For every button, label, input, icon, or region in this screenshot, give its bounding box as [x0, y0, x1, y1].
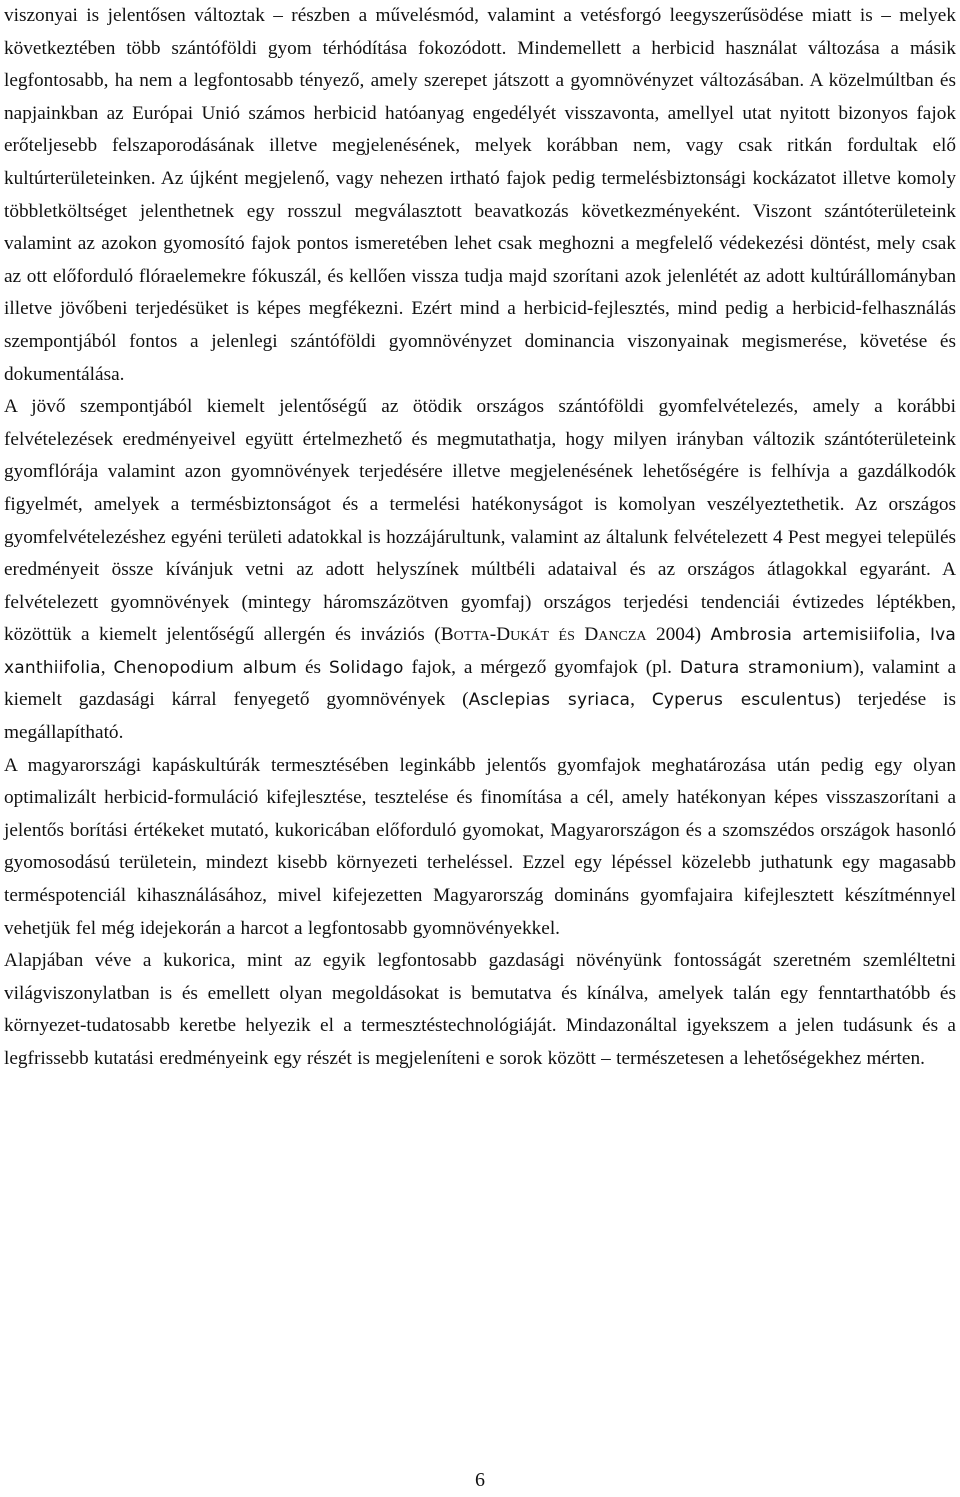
text-run: ), valamint a kiemelt gazdasági kárral fenyegető gyomnövények (: [4, 656, 957, 711]
species-name: Iva xanthiifolia: [4, 625, 957, 678]
species-name: Asclepias syriaca: [468, 690, 631, 711]
text-run: A jövő szempontjából kiemelt jelentőségű az ötödik országos szántóföldi gyomfelvételezés, amely a korábbi felvételezések eredményeivel együtt értelmezhető és megmutathatja, hogy milyen irányban változik szántóterületeink gyomflórája valamint azon gyomnövények terjedésére illetve megjelenésének lehetőségére is felhívja a gazdálkodók figyelmét, amelyek a termésbiztonságot és a termelési hatékonyságot is komolyan veszélyeztethetik. Az országos gyomfelvételezéshez egyéni területi adatokkal is hozzájárultunk, valamint az általunk felvételezett 4 Pest megyei település eredményeit össze kívánjuk vetni az adott helyszínek múltbéli adataival és az országos átlagokkal egyaránt. A felvételezett gyomnövények (mintegy háromszázötven gyomfaj) országos terjedési tendenciái évtizedes léptékben, közöttük a kiemelt jelentőségű allergén és inváziós (: [4, 396, 956, 646]
citation-authors: Botta-Dukát és Dancza: [440, 624, 647, 646]
species-name: Ambrosia artemisiifolia: [710, 625, 916, 646]
text-run: és: [297, 656, 329, 678]
document-page: [4, 0, 956, 1076]
species-name: Datura stramonium: [679, 657, 853, 678]
species-name: Cyperus esculentus: [651, 690, 835, 711]
text-run: 2004): [646, 624, 711, 646]
body-text: [4, 0, 956, 1076]
species-name: Chenopodium album: [113, 657, 298, 678]
text-run: A magyarországi kapáskultúrák termesztésében leginkább jelentős gyomfajok meghatározása után pedig egy olyan optimalizált herbicid-formuláció kifejlesztése, tesztelése és finomítása a cél, amely hatékonyan képes visszaszorítani a jelentős borítási értékeket mutató, kukoricában előforduló gyomokat, Magyarországon és a szomszédos országok hasonló gyomosodású területein, mindezt kisebb környezeti terheléssel. Ezzel egy lépéssel közelebb juthatunk egy magasabb terméspotenciál kihasználásához, mivel kifejezetten Magyarország domináns gyomfajaira kifejlesztett készítménnyel vehetjük fel még idejekorán a harcot a legfontosabb gyomnövényekkel.: [4, 754, 956, 939]
text-run: ,: [100, 656, 114, 678]
text-run: ,: [915, 624, 930, 646]
text-run: Alapjában véve a kukorica, mint az egyik legfontosabb gazdasági növényünk fontosságát szeretném szemléltetni világviszonylatban is és emellett olyan megoldásokat is bemutatva és kínálva, amelyek talán egy fenntarthatóbb és környezet-tudatosabb keretbe helyezik el a termesztéstechnológiáját. Mindazonáltal igyekszem a jelen tudásunk és a legfrissebb kutatási eredményeink egy részét is megjeleníteni e sorok között – természetesen a lehetőségekhez mérten.: [4, 950, 956, 1069]
text-run: ,: [630, 689, 652, 711]
text-run: ) terjedése is megállapítható.: [4, 689, 956, 744]
text-run: fajok, a mérgező gyomfajok (pl.: [403, 656, 680, 678]
paragraph-herbicide-formulation: [4, 750, 956, 946]
paragraph-maize-importance: [4, 945, 956, 1075]
page-number: 6: [475, 1469, 485, 1491]
paragraph-weed-survey: [4, 391, 956, 750]
species-name: Solidago: [328, 657, 404, 678]
text-run: viszonyai is jelentősen változtak – részben a művelésmód, valamint a vetésforgó leegyszerűsödése miatt is – melyek következtében több szántóföldi gyom térhódítása fokozódott. Mindemellett a herbicid használat változása a másik legfontosabb, ha nem a legfontosabb tényező, amely szerepet játszott a gyomnövényzet változásában. A közelmúltban és napjainkban az Európai Unió számos herbicid hatóanyag engedélyét visszavonta, amellyel utat nyitott bizonyos fajok erőteljesebb felszaporodásának illetve megjelenésének, melyek korábban nem, vagy csak ritkán fordultak elő kultúrterületeinken. Az újként megjelenő, vagy nehezen irtható fajok pedig termelésbiztonsági kockázatot illetve komoly többletköltséget jelenthetnek egy rosszul megválasztott beavatkozás következményeként. Viszont szántóterületeink valamint az azokon gyomosító fajok pontos ismeretében lehet csak meghozni a megfelelő védekezési döntést, mely csak az ott előforduló flóraelemekre fókuszál, és kellően vissza tudja majd szorítani azok jelenlétét az adott kultúrállományban illetve jövőbeni terjedésüket is képes megfékezni. Ezért mind a herbicid-fejlesztés, mind pedig a herbicid-felhasználás szempontjából fontos a jelenlegi szántóföldi gyomnövényzet dominancia viszonyainak megismerése, követése és dokumentálása.: [4, 5, 956, 385]
paragraph-herbicide-context: [4, 0, 956, 391]
